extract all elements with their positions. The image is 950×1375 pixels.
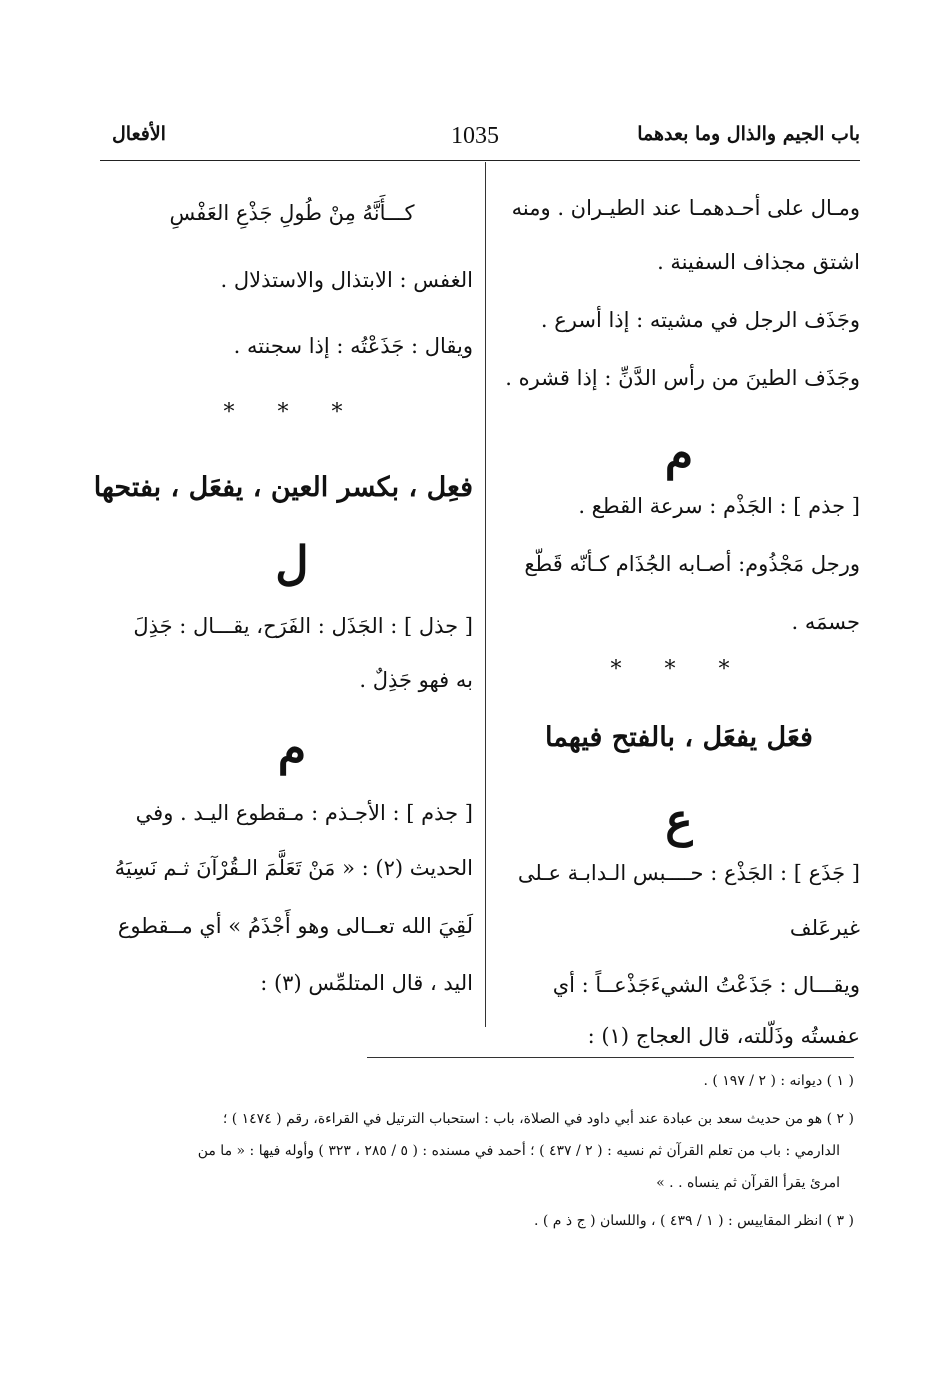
chapter-title: باب الجيم والذال وما بعدهما — [637, 123, 860, 145]
text-line: ومـال على أحـدهمـا عند الطيـران . ومنه — [511, 196, 860, 220]
text-line: لَقِيَ الله تعــالى وهو أَجْذَمُ » أي مــقطوع — [117, 914, 473, 938]
text-line: الحديث (٢) : « مَنْ تَعَلَّمَ الـقُرْآنَ ثـم نَسِيَهُ — [114, 856, 473, 880]
entry-jadha: [ جَذَع ] : الجَذْع : حــــبس الـدابـة عـلى — [517, 861, 860, 885]
letter-heading-mim: م — [664, 426, 694, 480]
section-title: الأفعال — [112, 123, 166, 145]
text-line: ويقال : جَذَعْتُه : إذا سجنته . — [233, 334, 473, 358]
section-separator: * * * — [223, 400, 361, 425]
text-line: وجَذَف الطينَ من رأس الدَّنِّ : إذا قشره . — [505, 366, 860, 390]
text-line: اشتق مجذاف السفينة . — [657, 250, 860, 274]
entry-jadhm: [ جذم ] : الجَذْم : سرعة القطع . — [578, 494, 860, 518]
text-line: غيرعَلف — [789, 916, 860, 940]
text-line: به فهو جَذِلٌ . — [359, 668, 473, 692]
entry-jadhm: [ جذم ] : الأجـذم : مـقطوع اليـد . وفي — [135, 801, 473, 825]
text-line: اليد ، قال المتلمِّس (٣) : — [260, 971, 473, 995]
footnote-3: ( ٣ ) انظر المقاييس : ( ١ / ٤٣٩ ) ، واللسان ( ج ذ م ) . — [533, 1213, 854, 1229]
section-heading: فعِل ، بكسر العين ، يفعَل ، بفتحها — [93, 472, 473, 503]
page-number: 1035 — [451, 123, 499, 149]
letter-heading-lam: ل — [275, 536, 309, 590]
section-separator: * * * — [610, 657, 748, 682]
footnote-2-cont: امرئ يقرأ القرآن ثم ينساه . . » — [656, 1175, 840, 1191]
footnote-2-cont: الدارمي : باب من تعلم القرآن ثم نسيه : ( ٢ / ٤٣٧ ) ؛ أحمد في مسنده : ( ٥ / ٢٨٥ ، ٣٢٣ ) وأوله فيها : « ما من — [197, 1143, 840, 1159]
letter-heading-mim: م — [277, 721, 307, 775]
entry-jadhal: [ جذل ] : الجَذَل : الفَرَح، يقـــال : جَذِلَ — [133, 614, 473, 638]
text-line: ويقـــال : جَذَعْتُ الشيءَجَذْعــاً : أي — [552, 973, 860, 997]
text-line: وجَذَف الرجل في مشيته : إذا أسرع . — [540, 308, 860, 332]
text-line: عفستُه وذَلّلته، قال العجاج (١) : — [587, 1024, 860, 1048]
text-line: الغفس : الابتذال والاستذلال . — [220, 268, 473, 292]
text-line: جسمَه . — [791, 610, 860, 634]
section-heading: فعَل يفعَل ، بالفتح فيهما — [545, 722, 813, 753]
footnote-rule — [367, 1057, 854, 1058]
footnote-2: ( ٢ ) هو من حديث سعد بن عبادة عند أبي داود في الصلاة، باب : استحباب الترتيل في القراءة، رقم ( ١٤٧٤ ) ؛ — [222, 1111, 854, 1127]
column-divider — [485, 162, 486, 1027]
footnote-1: ( ١ ) ديوانه : ( ٢ / ١٩٧ ) . — [703, 1073, 854, 1089]
header-rule — [100, 160, 860, 161]
verse-line: كـــأَنَّهُ مِنْ طُولِ جَذْعِ العَفْسِ — [169, 201, 415, 225]
letter-heading-ayn: ع — [665, 793, 693, 847]
text-line: ورجل مَجْذُوم: أصـابه الجُذَام كـأنّه قَطّع — [524, 552, 860, 576]
